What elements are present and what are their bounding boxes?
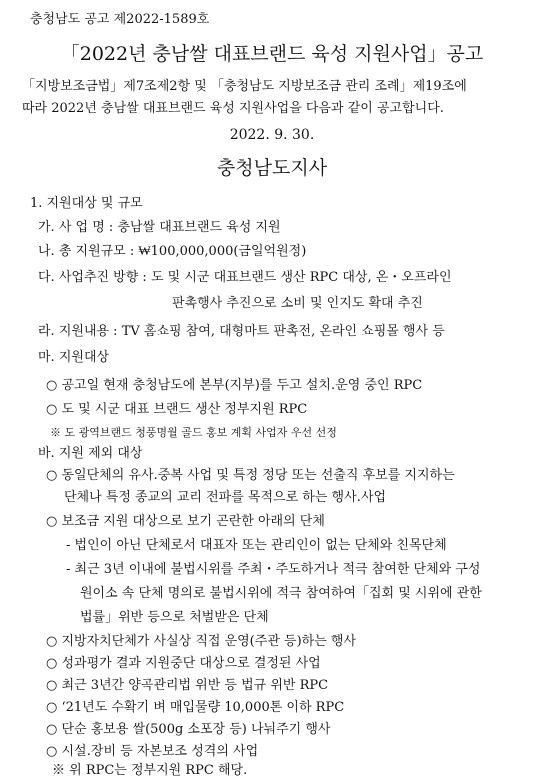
item-da-direction-line-2: 판촉행사 추진으로 소비 및 인지도 확대 추진 — [172, 296, 423, 311]
ba-list-item: ○ 지방자치단체가 사실상 직접 운영(주관 등)하는 행사 — [46, 634, 356, 649]
ba-list-item: ○ 단순 홍보용 쌀(500g 소포장 등) 나눠주기 행사 — [46, 722, 331, 737]
ba-item-1-line-2: 단체나 특정 종교의 교리 전파를 목적으로 하는 행사․사업 — [64, 490, 387, 505]
ba-sub-item-1: - 법인이 아닌 단체로서 대표자 또는 관리인이 없는 단체와 친목단체 — [66, 538, 447, 553]
ba-list-item: ○ ‘21년도 수확기 벼 매입물량 10,000톤 이하 RPC — [46, 700, 345, 715]
item-ma-heading: 마. 지원대상 — [38, 350, 110, 365]
item-da-direction-line-1: 다. 사업추진 방향 : 도 및 시군 대표브랜드 생산 RPC 대상, 온・오프라인 — [38, 270, 452, 285]
ba-sub-item-2-line-1: - 최근 3년 이내에 불법시위를 주최・주도하거나 적극 참여한 단체와 구성 — [66, 562, 481, 577]
section-1-heading: 1. 지원대상 및 규모 — [30, 196, 143, 211]
ma-list-item: ○ 도 및 시군 대표 브랜드 생산 정부지원 RPC — [46, 402, 308, 417]
intro-line-2: 따라 2022년 충남쌀 대표브랜드 육성 지원사업을 다음과 같이 공고합니다. — [22, 101, 444, 116]
item-ra-support-content: 라. 지원내용 : TV 홈쇼핑 참여, 대형마트 판촉전, 온라인 쇼핑몰 행사 등 — [38, 324, 445, 339]
ma-list-item: ○ 공고일 현재 충청남도에 본부(지부)를 두고 설치․운영 중인 RPC — [46, 378, 423, 393]
ba-list-item: ○ 성과평가 결과 지원중단 대상으로 결정된 사업 — [46, 656, 321, 671]
item-ba-heading: 바. 지원 제외 대상 — [38, 446, 143, 461]
ba-list-item: ○ 최근 3년간 양곡관리법 위반 등 법규 위반 RPC — [46, 678, 329, 693]
intro-line-1: 「지방보조금법」제7조제2항 및 「충청남도 지방보조금 관리 조례」제19조에 — [22, 79, 467, 94]
ba-note: ※ 위 RPC는 정부지원 RPC 해당. — [52, 763, 248, 778]
signer-name: 충청남도지사 — [216, 157, 328, 179]
ba-list-item: ○ 시설․장비 등 자본보조 성격의 사업 — [46, 744, 259, 759]
ba-sub-item-2-line-3: 법률」위반 등으로 처벌받은 단체 — [80, 610, 269, 625]
ma-note: ※ 도 광역브랜드 청풍명월 골드 홍보 계획 사업자 우선 선정 — [50, 426, 337, 439]
notice-date: 2022. 9. 30. — [229, 127, 315, 143]
ba-item-2: ○ 보조금 지원 대상으로 보기 곤란한 아래의 단체 — [46, 514, 325, 529]
notice-number: 충청남도 공고 제2022-1589호 — [30, 12, 210, 27]
item-ga-project-name: 가. 사 업 명 : 충남쌀 대표브랜드 육성 지원 — [38, 220, 281, 235]
document-title: 「2022년 충남쌀 대표브랜드 육성 지원사업」공고 — [60, 43, 484, 65]
ba-sub-item-2-line-2: 원이소 속 단체 명의로 불법시위에 적극 참여하여「집회 및 시위에 관한 — [80, 586, 482, 601]
item-na-total-budget: 나. 총 지원규모 : ₩100,000,000(금일억원정) — [38, 244, 307, 259]
ba-item-1-line-1: ○ 동일단체의 유사․중복 사업 및 특정 정당 또는 선출직 후보를 지지하는 — [46, 468, 455, 483]
